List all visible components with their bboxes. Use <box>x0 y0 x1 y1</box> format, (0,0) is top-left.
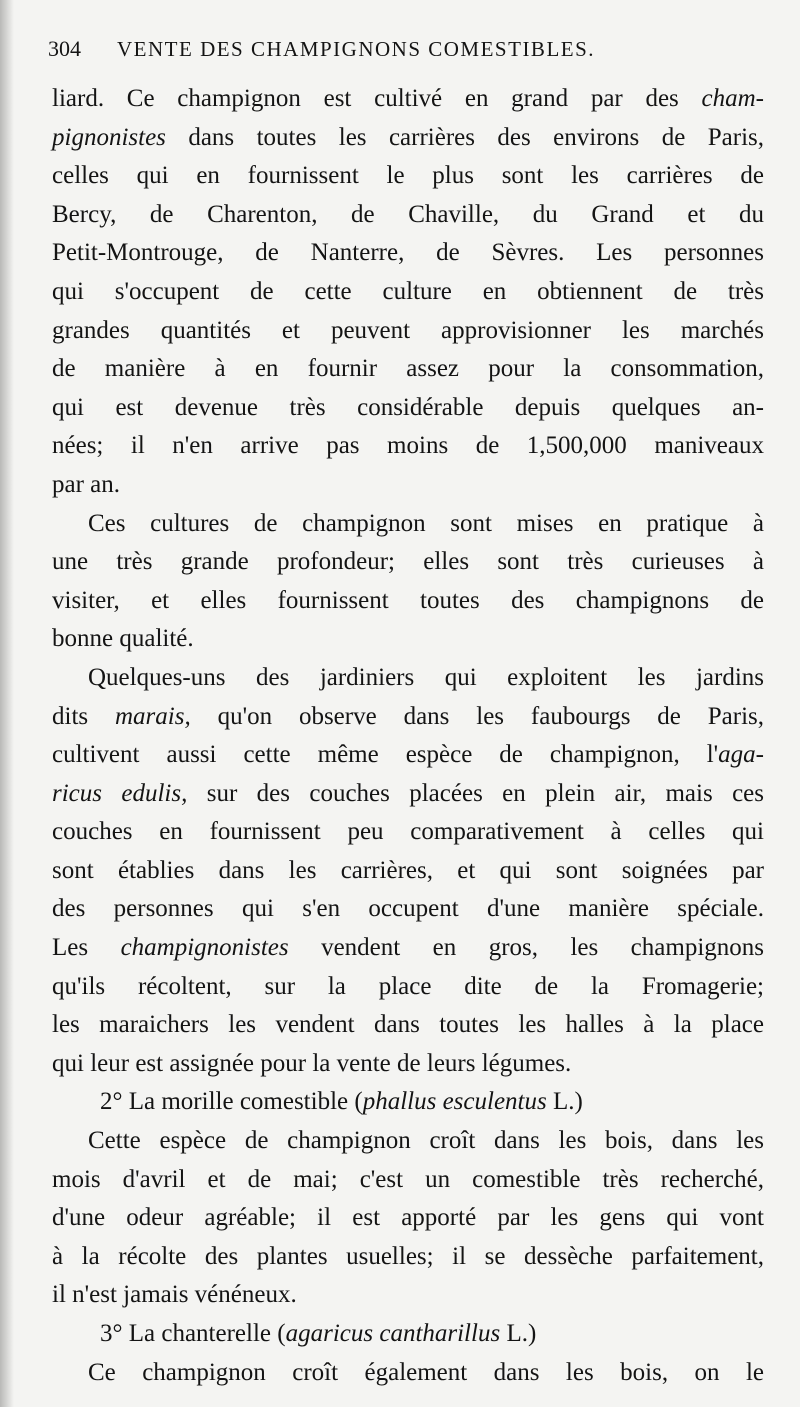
text-run: couches en fournissent peu comparativement à celles qui <box>52 818 764 846</box>
text-line <box>52 582 764 621</box>
text-run: celles qui en fournissent le plus sont les carrières de <box>52 162 764 190</box>
text-line <box>52 1276 764 1315</box>
text-line <box>52 852 764 891</box>
text-run: une très grande profondeur; elles sont très curieuses à <box>52 548 764 576</box>
text-run: Bercy, de Charenton, de Chaville, du Grand et du <box>52 200 764 228</box>
text-line <box>52 80 764 119</box>
text-line <box>52 389 764 428</box>
text-run: de manière à en fournir assez pour la consommation, <box>52 355 764 383</box>
text-line <box>52 1315 764 1354</box>
text-run: vendent en gros, les champignons <box>288 934 764 962</box>
text-line <box>52 1238 764 1277</box>
body-text <box>52 80 764 1392</box>
text-line <box>52 119 764 158</box>
text-line <box>52 620 764 659</box>
text-line <box>52 659 764 698</box>
text-line <box>52 775 764 814</box>
text-run: qui est devenue très considérable depuis quelques an- <box>52 393 764 421</box>
text-run: Les <box>52 934 121 962</box>
running-title: VENTE DES CHAMPIGNONS COMESTIBLES. <box>117 37 596 61</box>
text-run: bonne qualité. <box>52 625 194 653</box>
text-run: 2° La morille comestible ( <box>100 1088 363 1116</box>
text-run: dans toutes les carrières des environs de Paris, <box>165 123 764 151</box>
text-run: nées; il n'en arrive pas moins de 1,500,000 maniveaux <box>52 432 764 460</box>
text-line <box>52 234 764 273</box>
text-line <box>52 929 764 968</box>
page-gutter-shadow <box>0 0 14 1407</box>
text-run: Ce champignon croît également dans les bois, on le <box>88 1358 764 1386</box>
text-line <box>52 505 764 544</box>
text-line <box>52 736 764 775</box>
text-line <box>52 1083 764 1122</box>
text-run: visiter, et elles fournissent toutes des champignons de <box>52 586 764 614</box>
text-run: liard. Ce champignon est cultivé en grand par des <box>52 85 702 112</box>
text-line <box>52 273 764 312</box>
text-line <box>52 1161 764 1200</box>
italic-text-run: aga- <box>718 741 764 769</box>
text-run: à la récolte des plantes usuelles; il se dessèche parfaitement, <box>52 1242 764 1270</box>
text-line <box>52 1199 764 1238</box>
text-run: mois d'avril et de mai; c'est un comestible très recherché, <box>52 1165 764 1193</box>
italic-text-run: ricus edulis, <box>52 779 188 807</box>
text-run: qu'ils récoltent, sur la place dite de la Fromagerie; <box>52 972 764 1000</box>
text-run: il n'est jamais vénéneux. <box>52 1281 297 1309</box>
text-run: 3° La chanterelle ( <box>100 1320 286 1347</box>
text-run: sont établies dans les carrières, et qui sont soignées par <box>52 856 764 884</box>
text-run: d'une odeur agréable; il est apporté par les gens qui vont <box>52 1204 764 1232</box>
text-run: Petit-Montrouge, de Nanterre, de Sèvres. Les personnes <box>52 239 764 267</box>
text-run: qui leur est assignée pour la vente de leurs légumes. <box>52 1049 572 1077</box>
text-run: Cette espèce de champignon croît dans les bois, dans les <box>88 1127 764 1155</box>
text-run: grandes quantités et peuvent approvisionner les marchés <box>52 316 764 344</box>
text-line <box>52 427 764 466</box>
text-run: des personnes qui s'en occupent d'une manière spéciale. <box>52 895 764 923</box>
text-run: Ces cultures de champignon sont mises en pratique à <box>88 509 764 537</box>
text-line <box>52 1354 764 1393</box>
italic-text-run: phallus esculentus <box>362 1088 547 1116</box>
text-line <box>52 350 764 389</box>
italic-text-run: agaricus cantharillus <box>285 1320 501 1347</box>
text-line <box>52 890 764 929</box>
text-run: L.) <box>546 1088 583 1116</box>
text-line <box>52 698 764 737</box>
text-run: qui s'occupent de cette culture en obtiennent de très <box>52 277 764 305</box>
italic-text-run: champignonistes <box>120 934 289 962</box>
text-run: L.) <box>500 1320 537 1347</box>
italic-text-run: marais, <box>115 702 191 730</box>
page-text-block <box>48 36 765 1392</box>
page-header <box>48 36 764 80</box>
text-run: les maraichers les vendent dans toutes les halles à la place <box>52 1011 764 1039</box>
text-run: cultivent aussi cette même espèce de champignon, l' <box>52 741 719 769</box>
text-line <box>52 196 764 235</box>
text-line <box>52 968 764 1007</box>
text-line <box>52 543 764 582</box>
text-line <box>52 1122 764 1161</box>
text-run: dits <box>52 702 115 730</box>
text-line <box>52 813 764 852</box>
text-run: qu'on observe dans les faubourgs de Paris, <box>190 702 765 730</box>
text-line <box>52 157 764 196</box>
italic-text-run: pignonistes <box>52 123 166 151</box>
italic-text-run: cham- <box>701 85 764 112</box>
page-number: 304 <box>48 36 81 61</box>
text-line <box>52 1045 764 1084</box>
text-run: sur des couches placées en plein air, mais ces <box>187 779 764 807</box>
text-line <box>52 466 764 505</box>
text-line <box>52 1006 764 1045</box>
text-line <box>52 312 764 351</box>
text-run: Quelques-uns des jardiniers qui exploitent les jardins <box>88 663 764 691</box>
text-run: par an. <box>52 470 121 498</box>
